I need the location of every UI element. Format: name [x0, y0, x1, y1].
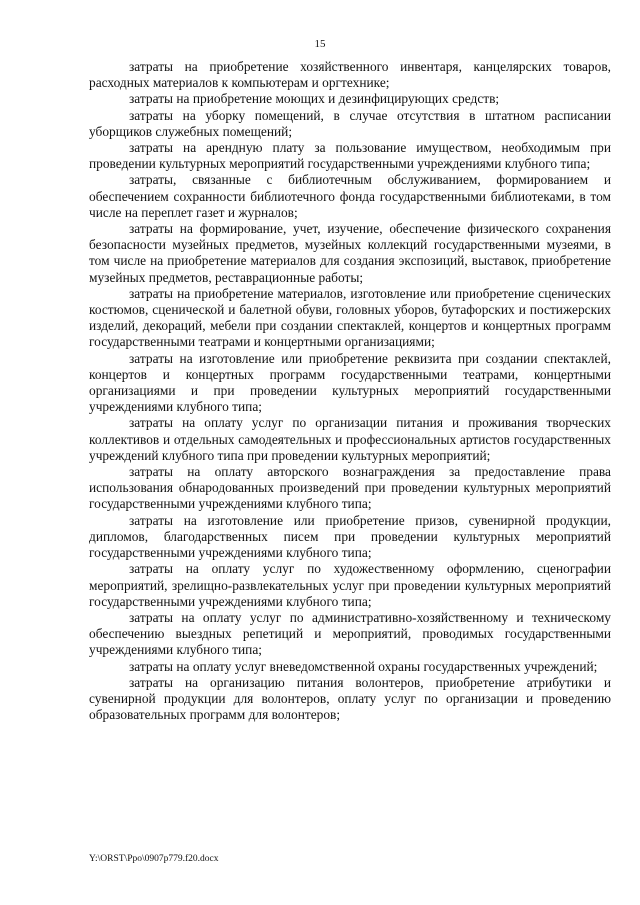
paragraph: затраты на изготовление или приобретение призов, сувенирной продукции, дипломов, благодарственных писем при проведении культурных мероприятий государственными учреждениями клубного типа;: [89, 512, 611, 561]
paragraph: затраты на приобретение моющих и дезинфицирующих средств;: [129, 91, 500, 107]
paragraph: затраты на оплату услуг по художественному оформлению, сценографии мероприятий, зрелищно-развлекательных услуг при проведении культурных мероприятий государственными учреждениями клубного типа;: [89, 561, 611, 609]
page-number: 15: [314, 38, 326, 50]
paragraph: затраты на приобретение материалов, изготовление или приобретение сценических костюмов, сценической и балетной обуви, головных уборов, бутафорских и постижерских изделий, декораций, мебели при создании спектаклей, концертов и концертных программ государственными театрами и концертными организациями;: [89, 285, 611, 350]
paragraph: затраты на приобретение хозяйственного инвентаря, канцелярских товаров, расходных материалов к компьютерам и оргтехнике;: [89, 59, 611, 91]
paragraph: затраты на изготовление или приобретение реквизита при создании спектаклей, концертов и концертных программ государственными театрами, концертными организациями и при проведении культурных мероприятий государственными учреждениями клубного типа;: [89, 350, 611, 415]
paragraph: затраты на формирование, учет, изучение, обеспечение физического сохранения безопасности музейных предметов, музейных коллекций государственными музеями, в том числе на приобретение материалов для создания экспозиций, выставок, приобретение музейных предметов, реставрационные работы;: [89, 221, 611, 285]
paragraph: затраты на оплату услуг по административно-хозяйственному и техническому обеспечению выездных репетиций и мероприятий, проводимых государственными учреждениями клубного типа;: [89, 609, 611, 658]
document-body: [89, 59, 611, 723]
paragraph: затраты на уборку помещений, в случае отсутствия в штатном расписании уборщиков служебных помещений;: [89, 107, 611, 139]
paragraph: затраты на арендную плату за пользование имуществом, необходимым при проведении культурных мероприятий государственными учреждениями клубного типа;: [89, 140, 611, 172]
paragraph: затраты на оплату авторского вознаграждения за предоставление права использования обнародованных произведений при проведении культурных мероприятий государственными учреждениями клубного типа;: [89, 464, 611, 512]
paragraph: затраты на оплату услуг вневедомственной охраны государственных учреждений;: [129, 658, 598, 674]
paragraph: затраты на организацию питания волонтеров, приобретение атрибутики и сувенирной продукции для волонтеров, оплату услуг по организации и проведению образовательных программ для волонтеров;: [89, 674, 611, 723]
paragraph: затраты на оплату услуг по организации питания и проживания творческих коллективов и отдельных самодеятельных и профессиональных артистов государственных учреждений клубного типа при проведении культурных мероприятий;: [89, 415, 611, 463]
paragraph: затраты, связанные с библиотечным обслуживанием, формированием и обеспечением сохранности библиотечного фонда государственными библиотеками, в том числе на переплет газет и журналов;: [89, 172, 611, 220]
footer-file-path: Y:\ORST\Ppo\0907p779.f20.docx: [89, 854, 219, 864]
